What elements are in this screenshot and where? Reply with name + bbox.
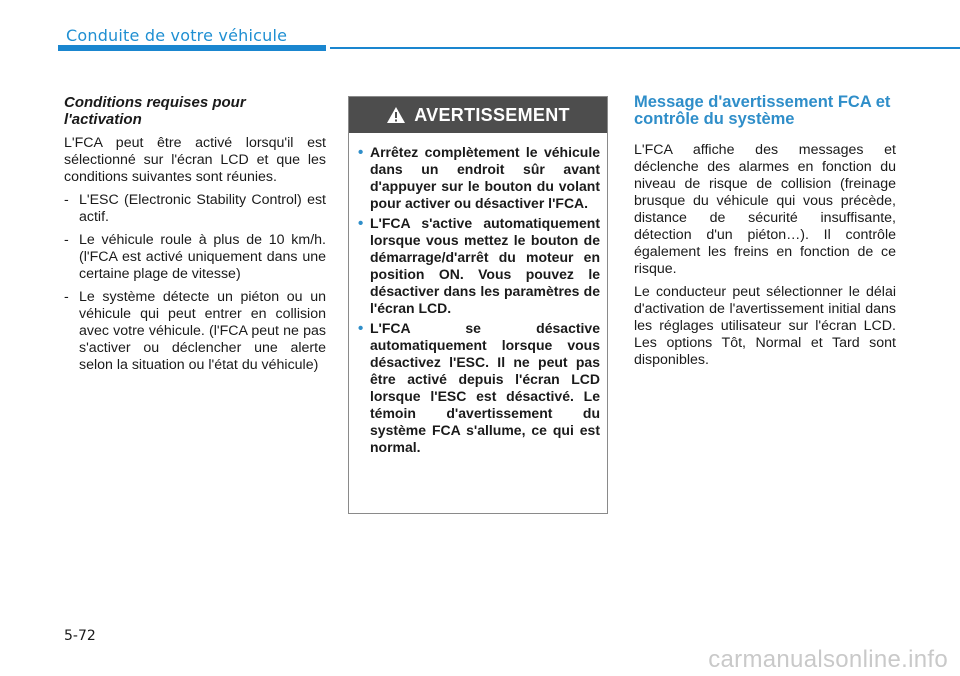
watermark-text: carmanualsonline.info — [708, 646, 948, 673]
fca-message-paragraph: Le conducteur peut sélectionner le délai d'activation de l'avertissement initial dans les réglages utilisateur sur l'écran LCD. Les options Tôt, Normal et Tard sont disponibles. — [634, 284, 896, 368]
condition-item: - Le système détecte un piéton ou un véhicule qui peut entrer en collision avec votre véhicule. (l'FCA peut ne pas s'activer ou déclencher une alerte selon la situation ou l'état du véhicule) — [64, 289, 326, 374]
warning-item-text: L'FCA s'active automatiquement lorsque vous mettez le bouton de démarrage/d'arrêt du moteur en position ON. Vous pouvez le désactiver dans les paramètres de l'écran LCD. — [370, 215, 600, 316]
header-rule-thin — [330, 47, 960, 49]
warning-item-text: L'FCA se désactive automatiquement lorsque vous désactivez l'ESC. Il ne peut pas être activé depuis l'écran LCD lorsque l'ESC est désactivé. Le témoin d'avertissement du système FCA s'allume, ce qui est normal. — [370, 320, 600, 455]
warning-item — [358, 144, 600, 212]
fca-message-paragraph: L'FCA affiche des messages et déclenche des alarmes en fonction du niveau de risque de collision (freinage brusque du véhicule qui vous précède, distance de sécurité insuffisante, détection d'un piéton…). Il contrôle également les freins en fonction de ce risque. — [634, 142, 896, 277]
page-number: 5-72 — [64, 628, 96, 644]
warning-triangle-icon — [386, 106, 406, 124]
section-title: Conduite de votre véhicule — [66, 26, 288, 45]
condition-item: - L'ESC (Electronic Stability Control) est actif. — [64, 192, 326, 226]
activation-conditions-list — [64, 192, 326, 374]
warning-item-text: Arrêtez complètement le véhicule dans un endroit sûr avant d'appuyer sur le bouton du volant pour activer ou désactiver l'FCA. — [370, 144, 600, 211]
warning-title: AVERTISSEMENT — [414, 104, 570, 125]
warning-header — [349, 97, 607, 133]
activation-subheading: Conditions requises pour l'activation — [64, 94, 246, 128]
bullet-icon: • — [358, 215, 364, 232]
header-rule-thick — [58, 45, 326, 51]
warning-item — [358, 320, 600, 456]
activation-intro: L'FCA peut être activé lorsqu'il est sélectionné sur l'écran LCD et que les conditions suivantes sont réunies. — [64, 135, 326, 185]
bullet-icon: • — [358, 144, 364, 161]
right-column — [634, 94, 896, 375]
fca-message-heading: Message d'avertissement FCA et contrôle du système — [634, 93, 891, 128]
left-column — [64, 94, 326, 380]
condition-item: - Le véhicule roule à plus de 10 km/h. (l'FCA est activé uniquement dans une certaine plage de vitesse) — [64, 232, 326, 283]
warning-box — [348, 96, 608, 514]
bullet-icon: • — [358, 320, 364, 337]
warning-item — [358, 215, 600, 317]
warning-list — [349, 133, 607, 456]
